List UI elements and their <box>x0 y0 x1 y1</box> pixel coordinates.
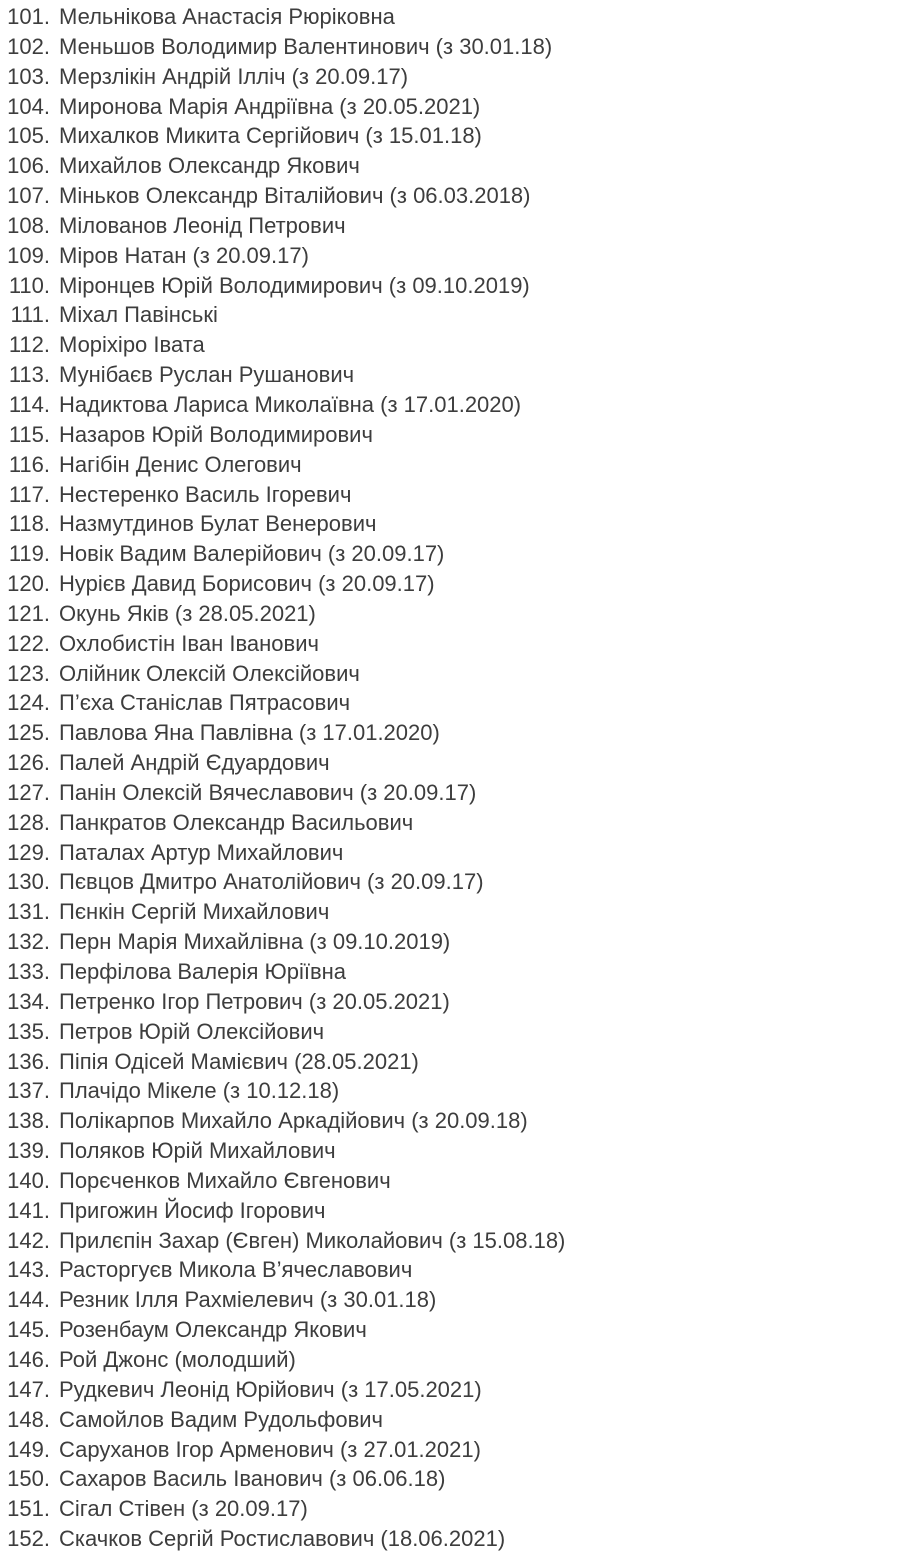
list-item-number: 132. <box>7 929 50 955</box>
list-item <box>0 838 922 868</box>
list-item-number: 114. <box>8 391 50 417</box>
list-item-number: 138. <box>7 1108 50 1134</box>
list-item-number: 141. <box>7 1197 50 1223</box>
list-item <box>0 808 922 838</box>
list-item-number: 106. <box>7 153 50 179</box>
list-item-number: 120. <box>7 571 50 597</box>
list-item <box>0 241 922 271</box>
list-item-text: Самойлов Вадим Рудольфович <box>59 1406 384 1432</box>
list-item-text: Полікарпов Михайло Аркадійович (з 20.09.18) <box>59 1108 528 1134</box>
list-item-text: Михалков Микита Сергійович (з 15.01.18) <box>59 123 482 149</box>
list-item <box>0 450 922 480</box>
list-item-number: 149. <box>7 1436 50 1462</box>
list-item-text: Окунь Яків (з 28.05.2021) <box>59 600 316 626</box>
list-item-text: Назмутдинов Булат Венерович <box>59 511 377 537</box>
list-item <box>0 629 922 659</box>
list-item <box>0 1375 922 1405</box>
list-item-text: Палей Андрій Єдуардович <box>59 750 330 776</box>
list-item-number: 111. <box>10 302 50 328</box>
list-item-text: Михайлов Олександр Якович <box>59 153 360 179</box>
list-item <box>0 1255 922 1285</box>
list-item <box>0 1285 922 1315</box>
list-item-number: 109. <box>7 242 50 268</box>
list-item-text: Плачідо Мікеле (з 10.12.18) <box>59 1078 340 1104</box>
list-item-text: Пєвцов Дмитро Анатолійович (з 20.09.17) <box>59 869 484 895</box>
list-item-number: 126. <box>7 750 50 776</box>
list-item <box>0 121 922 151</box>
list-item-text: Назаров Юрій Володимирович <box>59 421 373 447</box>
list-item-number: 144. <box>7 1287 50 1313</box>
list-item <box>0 211 922 241</box>
list-item <box>0 1166 922 1196</box>
list-item-text: Піпія Одісей Мамієвич (28.05.2021) <box>59 1048 419 1074</box>
list-item <box>0 1047 922 1077</box>
list-item-text: Павлова Яна Павлівна (з 17.01.2020) <box>59 720 440 746</box>
list-item-number: 133. <box>7 959 50 984</box>
list-item-text: Олійник Олексій Олексійович <box>59 660 360 686</box>
list-item-number: 112. <box>8 332 50 358</box>
list-item-number: 140. <box>7 1167 50 1193</box>
list-item-text: Мерзлікін Андрій Ілліч (з 20.09.17) <box>59 63 409 89</box>
list-item-number: 107. <box>7 183 50 209</box>
list-item-text: Мельнікова Анастасія Рюріковна <box>59 4 395 29</box>
list-item-number: 119. <box>8 541 50 567</box>
list-item-text: Надиктова Лариса Миколаївна (з 17.01.2020) <box>59 391 522 417</box>
list-item-text: Розенбаум Олександр Якович <box>59 1317 367 1343</box>
list-item <box>0 1196 922 1226</box>
list-item-number: 102. <box>7 33 50 59</box>
list-item <box>0 957 922 987</box>
list-item-text: Міров Натан (з 20.09.17) <box>59 242 309 268</box>
list-item-text: Пєнкін Сергій Михайлович <box>59 899 330 925</box>
list-item-text: Нагібін Денис Олегович <box>59 451 302 477</box>
list-item-number: 143. <box>7 1257 50 1283</box>
list-item <box>0 1494 922 1524</box>
list-item-number: 103. <box>7 63 50 89</box>
list-item-number: 108. <box>7 212 50 238</box>
list-item <box>0 92 922 122</box>
list-item <box>0 1524 922 1554</box>
names-list <box>0 2 922 1554</box>
list-item <box>0 867 922 897</box>
list-item <box>0 62 922 92</box>
list-item-number: 105. <box>7 123 50 149</box>
list-item-number: 115. <box>8 421 50 447</box>
list-item <box>0 390 922 420</box>
list-item <box>0 330 922 360</box>
list-item <box>0 32 922 62</box>
list-item <box>0 151 922 181</box>
list-item <box>0 927 922 957</box>
list-item <box>0 360 922 390</box>
list-item-text: Охлобистін Іван Іванович <box>59 630 319 656</box>
list-item-number: 125. <box>7 720 50 746</box>
list-item <box>0 1226 922 1256</box>
list-item <box>0 2 922 32</box>
list-item-text: Моріхіро Івата <box>59 332 205 358</box>
list-item-number: 142. <box>7 1227 50 1253</box>
list-item-number: 136. <box>7 1048 50 1074</box>
list-item-number: 147. <box>7 1376 50 1402</box>
list-item-number: 146. <box>7 1346 50 1372</box>
list-item-number: 127. <box>7 779 50 805</box>
list-item <box>0 987 922 1017</box>
list-item <box>0 718 922 748</box>
list-item <box>0 181 922 211</box>
list-item <box>0 659 922 689</box>
list-item-text: Паталах Артур Михайлович <box>59 839 344 865</box>
list-item-text: Новік Вадим Валерійович (з 20.09.17) <box>59 541 445 567</box>
list-item-text: Резник Ілля Рахміелевич (з 30.01.18) <box>59 1287 437 1313</box>
list-item-text: Петренко Ігор Петрович (з 20.05.2021) <box>59 988 450 1014</box>
list-item-number: 121. <box>7 600 50 626</box>
list-item-number: 110. <box>8 272 50 298</box>
list-item <box>0 569 922 599</box>
list-item-text: Порєченков Михайло Євгенович <box>59 1167 391 1193</box>
list-item-text: Саруханов Ігор Арменович (з 27.01.2021) <box>59 1436 481 1462</box>
list-item <box>0 688 922 718</box>
list-item-number: 117. <box>8 481 50 507</box>
list-item-number: 135. <box>7 1018 50 1044</box>
list-item-text: Міронцев Юрій Володимирович (з 09.10.2019) <box>59 272 530 298</box>
list-item-number: 129. <box>7 839 50 865</box>
list-item-number: 139. <box>7 1138 50 1164</box>
list-item-number: 104. <box>7 93 50 119</box>
list-item-number: 122. <box>7 630 50 656</box>
list-item-text: Нурієв Давид Борисович (з 20.09.17) <box>59 571 435 597</box>
list-item-text: Пригожин Йосиф Ігорович <box>59 1197 326 1223</box>
list-item-number: 151. <box>7 1496 50 1522</box>
list-item-number: 128. <box>7 809 50 835</box>
list-item <box>0 748 922 778</box>
list-item <box>0 271 922 301</box>
list-item-text: Панкратов Олександр Васильович <box>59 809 414 835</box>
list-item-number: 137. <box>7 1078 50 1104</box>
list-item-number: 150. <box>7 1466 50 1492</box>
list-item <box>0 897 922 927</box>
list-item-number: 118. <box>8 511 50 537</box>
list-item-number: 131. <box>7 899 50 925</box>
list-item <box>0 509 922 539</box>
list-item <box>0 300 922 330</box>
list-item-text: Мілованов Леонід Петрович <box>59 212 346 238</box>
list-item <box>0 1345 922 1375</box>
list-item-text: Петров Юрій Олексійович <box>59 1018 325 1044</box>
list-item-text: Панін Олексій Вячеславович (з 20.09.17) <box>59 779 477 805</box>
list-item-text: Міньков Олександр Віталійович (з 06.03.2018) <box>59 183 531 209</box>
list-item <box>0 1076 922 1106</box>
list-item-text: Скачков Сергій Ростиславович (18.06.2021) <box>59 1526 506 1552</box>
list-item <box>0 420 922 450</box>
list-item-text: Рудкевич Леонід Юрійович (з 17.05.2021) <box>59 1376 482 1402</box>
list-item-number: 130. <box>7 869 50 895</box>
list-item <box>0 1136 922 1166</box>
list-item-text: Міхал Павінські <box>59 302 218 328</box>
list-item-text: Мунібаєв Руслан Рушанович <box>59 362 355 388</box>
list-item <box>0 539 922 569</box>
list-item-text: Нестеренко Василь Ігоревич <box>59 481 352 507</box>
list-item <box>0 480 922 510</box>
list-item-text: Поляков Юрій Михайлович <box>59 1138 336 1164</box>
list-item-number: 145. <box>7 1317 50 1343</box>
list-item-text: Расторгуєв Микола В’ячеславович <box>59 1257 413 1283</box>
list-item-text: Перн Марія Михайлівна (з 09.10.2019) <box>59 929 451 955</box>
list-item <box>0 1405 922 1435</box>
list-item-number: 101. <box>7 4 50 29</box>
list-item-text: Меньшов Володимир Валентинович (з 30.01.18) <box>59 33 553 59</box>
list-item <box>0 1017 922 1047</box>
list-item-number: 124. <box>7 690 50 716</box>
list-item-text: Прилєпін Захар (Євген) Миколайович (з 15.08.18) <box>59 1227 566 1253</box>
list-item-number: 134. <box>7 988 50 1014</box>
list-item-number: 148. <box>7 1406 50 1432</box>
list-item <box>0 1315 922 1345</box>
list-item <box>0 778 922 808</box>
list-item-text: Сахаров Василь Іванович (з 06.06.18) <box>59 1466 446 1492</box>
list-item-number: 116. <box>8 451 50 477</box>
list-item <box>0 1106 922 1136</box>
list-item-number: 152. <box>7 1526 50 1552</box>
list-item-text: Перфілова Валерія Юріївна <box>59 959 347 984</box>
list-item <box>0 599 922 629</box>
list-item-number: 123. <box>7 660 50 686</box>
list-item-number: 113. <box>8 362 50 388</box>
list-item-text: П’єха Станіслав Пятрасович <box>59 690 351 716</box>
list-item <box>0 1435 922 1465</box>
list-item-text: Миронова Марія Андріївна (з 20.05.2021) <box>59 93 481 119</box>
list-item-text: Рой Джонс (молодший) <box>59 1346 296 1372</box>
list-item <box>0 1464 922 1494</box>
list-item-text: Сігал Стівен (з 20.09.17) <box>59 1496 308 1522</box>
